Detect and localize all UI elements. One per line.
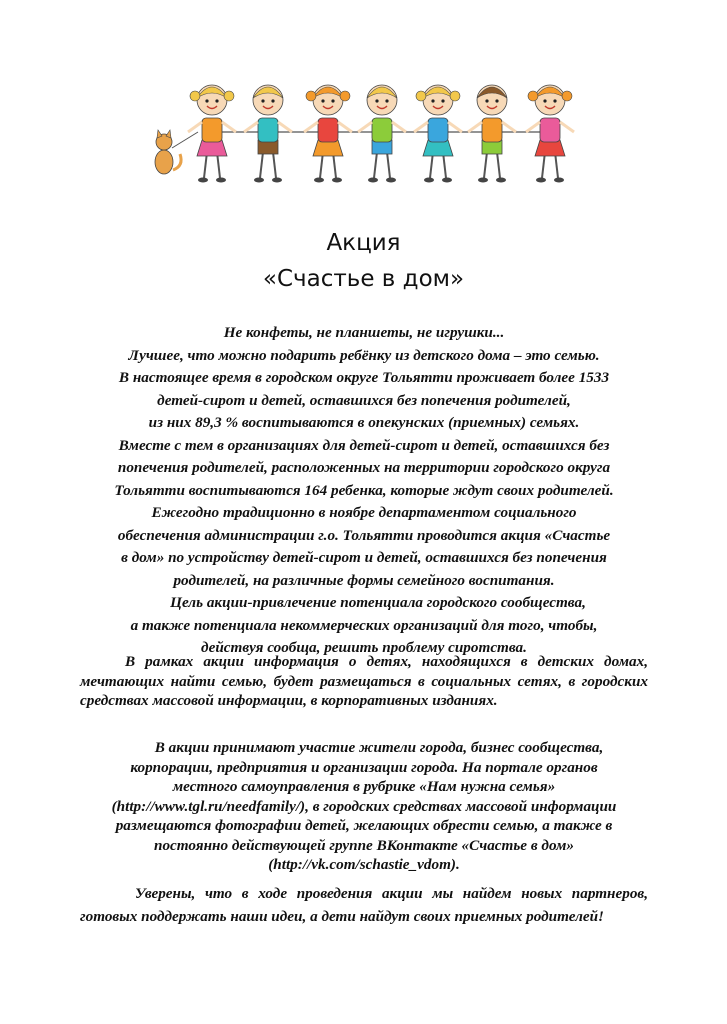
- info-paragraph: [80, 652, 648, 711]
- child-figure: [358, 85, 406, 183]
- intro-line: В настоящее время в городском округе Тольятти проживает более 1533: [118, 369, 610, 386]
- participants-line: корпорации, предприятия и организации города. На портале органов: [130, 758, 598, 776]
- participants-line: (http://www.tgl.ru/needfamily/), в городских средствах массовой информации: [111, 797, 617, 815]
- page-title-line1: Акция: [326, 230, 401, 256]
- intro-line: детей-сирот и детей, оставшихся без попечения родителей,: [157, 391, 571, 409]
- child-figure: [244, 85, 292, 183]
- closing-paragraph: [80, 882, 648, 928]
- participants-block: [80, 738, 648, 875]
- participants-line: местного самоуправления в рубрике «Нам нужна семья»: [172, 778, 556, 795]
- intro-line: Вместе с тем в организациях для детей-сирот и детей, оставшихся без: [118, 436, 610, 454]
- cat-icon: [155, 130, 198, 174]
- child-figure: [304, 85, 352, 183]
- child-figure: [468, 85, 516, 183]
- intro-line: Цель акции-привлечение потенциала городского сообщества,: [170, 594, 586, 611]
- child-figure: [526, 85, 574, 183]
- intro-line: действуя сообща, решить проблему сиротства.: [201, 639, 527, 656]
- participants-line: (http://vk.com/schastie_vdom).: [268, 856, 460, 873]
- intro-line: попечения родителей, расположенных на территории городского округа: [117, 459, 611, 476]
- closing-text: Уверены, что в ходе проведения акции мы найдем новых партнеров, готовых поддержать наши идеи, а дети найдут своих приемных родителей!: [80, 885, 648, 925]
- participants-line: размещаются фотографии детей, желающих обрести семью, а также в: [115, 817, 613, 834]
- info-text: В рамках акции информация о детях, находящихся в детских домах, мечтающих найти семью, будет размещаться в социальных сетях, в городских средствах массовой информации, в корпоративных изданиях.: [80, 653, 648, 709]
- children-illustration: [150, 70, 590, 190]
- intro-line: Ежегодно традиционно в ноябре департаментом социального: [151, 504, 577, 521]
- intro-line: обеспечения администрации г.о. Тольятти проводится акция «Счастье: [117, 526, 611, 544]
- intro-block: [80, 322, 648, 660]
- intro-line: родителей, на различные формы семейного воспитания.: [173, 571, 555, 589]
- participants-line: В акции принимают участие жители города, бизнес сообщества,: [154, 739, 604, 756]
- intro-line: из них 89,3 % воспитываются в опекунских (приемных) семьях.: [148, 414, 580, 431]
- intro-line: Не конфеты, не планшеты, не игрушки...: [223, 324, 505, 341]
- child-figure: [414, 85, 462, 183]
- intro-line: в дом» по устройству детей-сирот и детей, оставшихся без попечения: [121, 549, 607, 566]
- intro-line: Тольятти воспитываются 164 ребенка, которые ждут своих родителей.: [114, 481, 614, 499]
- intro-line: Лучшее, что можно подарить ребёнку из детского дома – это семью.: [128, 346, 600, 364]
- intro-line: а также потенциала некоммерческих организаций для того, чтобы,: [130, 616, 598, 634]
- participants-line: постоянно действующей группе ВКонтакте «Счастье в дом»: [154, 836, 574, 854]
- page-title-line2: «Счастье в дом»: [262, 266, 465, 292]
